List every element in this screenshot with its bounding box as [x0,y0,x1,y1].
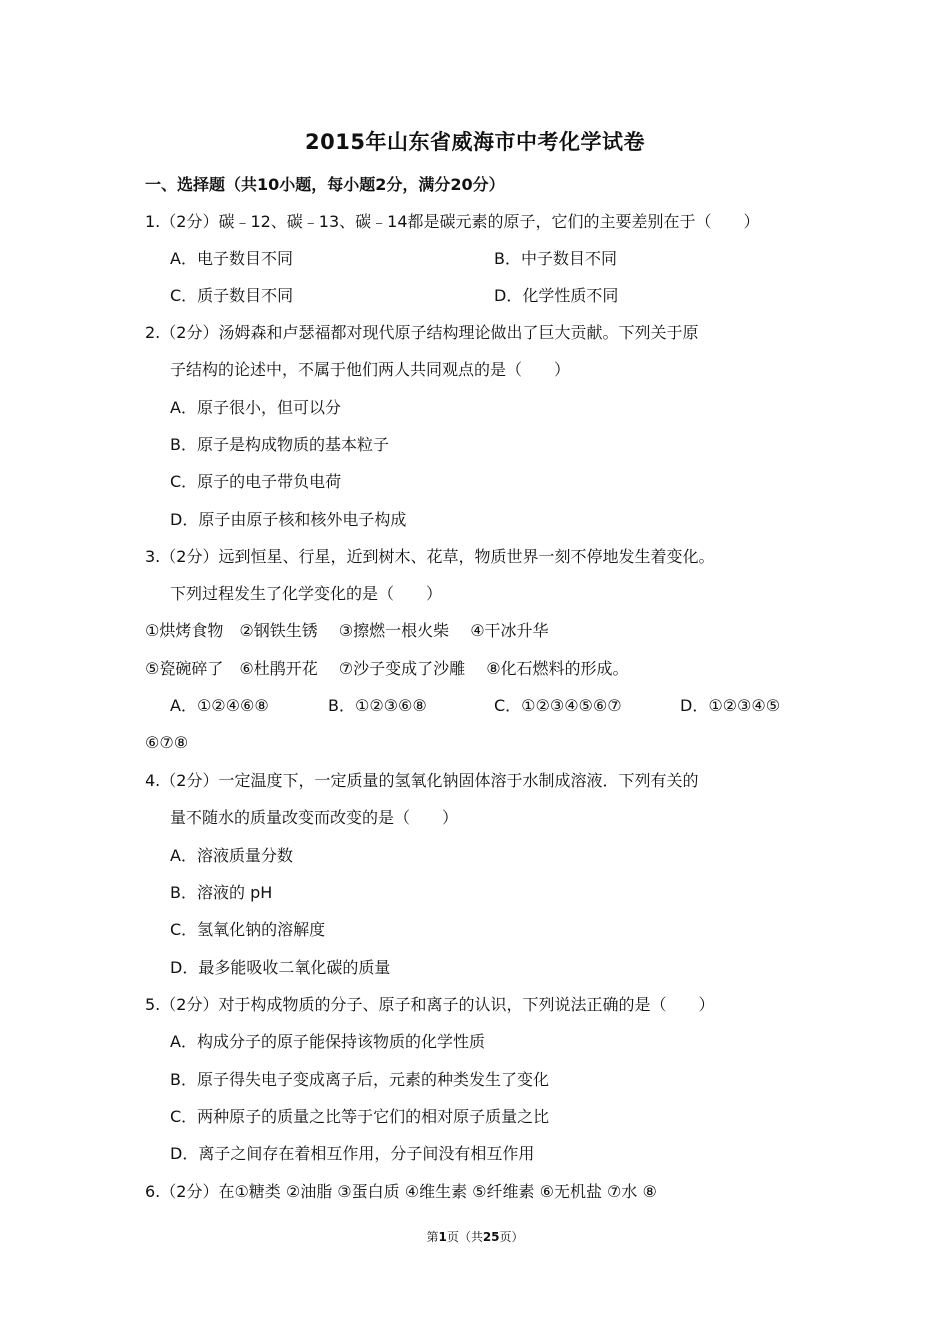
footer-suffix: 页） [499,1230,524,1244]
footer-total-pages: 25 [482,1230,500,1244]
question-1-stem: 1.（2分）碳﹣12、碳﹣13、碳﹣14都是碳元素的原子，它们的主要差别在于（ ） [145,212,760,231]
exam-title: 2015年山东省威海市中考化学试卷 [305,130,645,154]
question-1-option-b: B．中子数目不同 [494,249,617,268]
question-4-stem-line1: 4.（2分）一定温度下，一定质量的氢氧化钠固体溶于水制成溶液．下列有关的 [145,771,699,790]
question-1-option-a: A．电子数目不同 [170,249,293,268]
question-5-option-c: C．两种原子的质量之比等于它们的相对原子质量之比 [170,1107,550,1126]
question-3-option-d-continued: ⑥⑦⑧ [145,733,189,752]
section-heading: 一、选择题（共10小题，每小题2分，满分20分） [145,175,505,194]
question-3-option-b: B．①②③⑥⑧ [328,696,427,715]
question-2-option-d: D．原子由原子核和核外电子构成 [170,510,407,529]
question-5-option-d: D．离子之间存在着相互作用，分子间没有相互作用 [170,1144,535,1163]
question-3-items-line2: ⑤瓷碗碎了 ⑥杜鹃开花 ⑦沙子变成了沙雕 ⑧化石燃料的形成。 [145,659,629,678]
question-4-option-d: D．最多能吸收二氧化碳的质量 [170,958,391,977]
question-3-option-c: C．①②③④⑤⑥⑦ [494,696,622,715]
page-footer [0,1228,950,1245]
question-4-stem-line2: 量不随水的质量改变而改变的是（ ） [170,808,459,827]
question-4-option-a: A．溶液质量分数 [170,846,293,865]
question-6-stem: 6.（2分）在①糖类 ②油脂 ③蛋白质 ④维生素 ⑤纤维素 ⑥无机盐 ⑦水 ⑧ [145,1182,657,1201]
question-5-stem: 5.（2分）对于构成物质的分子、原子和离子的认识，下列说法正确的是（ ） [145,995,715,1014]
question-3-items-line1: ①烘烤食物 ②钢铁生锈 ③擦燃一根火柴 ④干冰升华 [145,621,549,640]
footer-mid: 页（共 [446,1230,483,1244]
question-2-stem-line1: 2.（2分）汤姆森和卢瑟福都对现代原子结构理论做出了巨大贡献。下列关于原 [145,323,699,342]
question-2-option-a: A．原子很小，但可以分 [170,398,341,417]
question-4-option-c: C．氢氧化钠的溶解度 [170,920,326,939]
question-3-stem-line1: 3.（2分）远到恒星、行星，近到树木、花草，物质世界一刻不停地发生着变化。 [145,547,715,566]
question-3-option-d: D．①②③④⑤ [680,696,781,715]
footer-page-number: 1 [438,1230,447,1244]
question-1-option-d: D．化学性质不同 [494,286,619,305]
question-3-stem-line2: 下列过程发生了化学变化的是（ ） [170,584,443,603]
question-1-option-c: C．质子数目不同 [170,286,294,305]
question-5-option-a: A．构成分子的原子能保持该物质的化学性质 [170,1032,485,1051]
question-4-option-b: B．溶液的 pH [170,883,273,902]
question-2-option-c: C．原子的电子带负电荷 [170,472,342,491]
footer-prefix: 第 [426,1230,439,1244]
question-5-option-b: B．原子得失电子变成离子后，元素的种类发生了变化 [170,1070,549,1089]
question-3-option-a: A．①②④⑥⑧ [170,696,269,715]
question-2-stem-line2: 子结构的论述中，不属于他们两人共同观点的是（ ） [170,360,571,379]
question-2-option-b: B．原子是构成物质的基本粒子 [170,435,389,454]
